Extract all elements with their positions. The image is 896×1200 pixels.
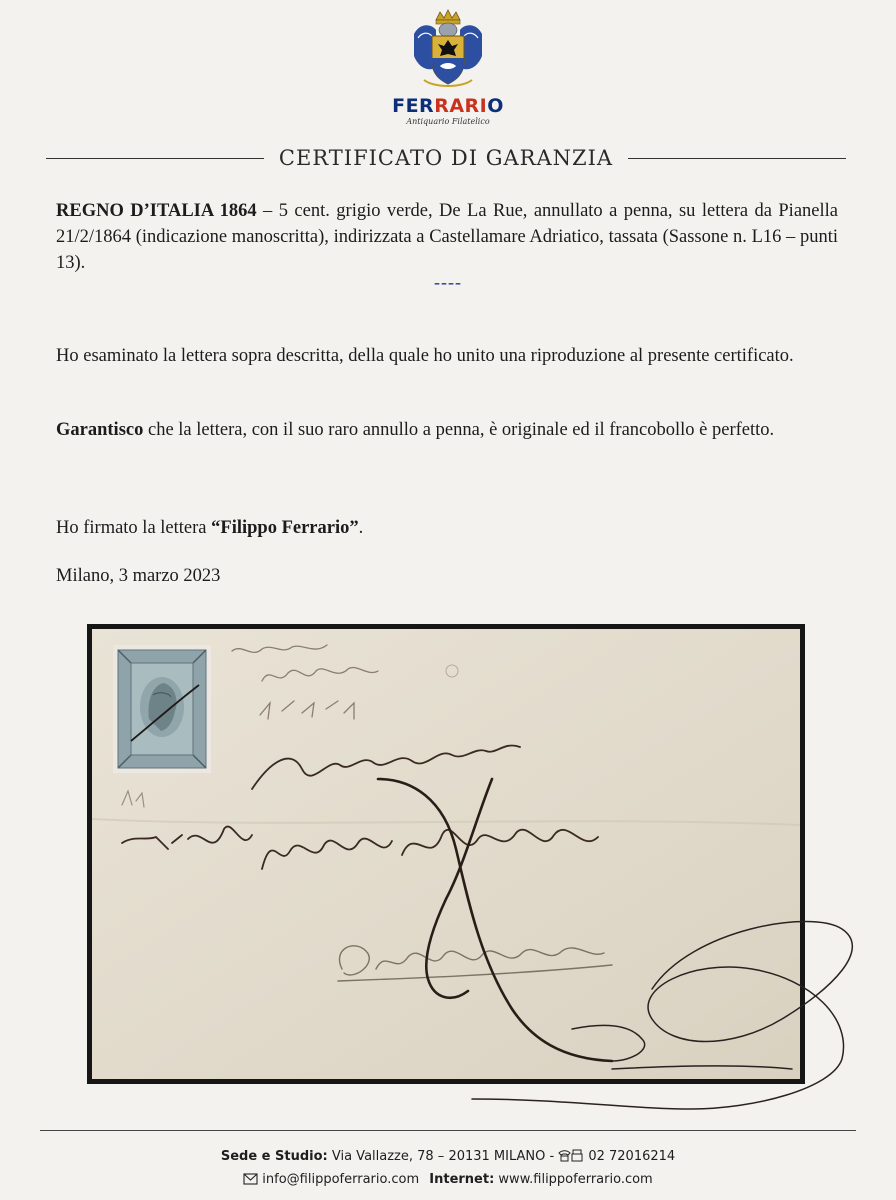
phone-fax-icon — [558, 1149, 584, 1166]
letter-image — [92, 629, 800, 1079]
certificate-title: CERTIFICATO DI GARANZIA — [278, 146, 614, 170]
postage-stamp — [113, 645, 211, 773]
title-rule-left — [46, 158, 264, 159]
certificate-title-row — [46, 143, 846, 173]
coat-of-arms-logo — [406, 8, 490, 94]
letterhead — [0, 8, 896, 127]
brand-name: FERRARIO — [392, 95, 504, 117]
place-and-date: Milano, 3 marzo 2023 — [56, 566, 221, 586]
email-icon — [243, 1173, 258, 1189]
footer-rule — [40, 1130, 856, 1131]
signature-text: Ho firmato la lettera — [56, 518, 212, 538]
title-rule-right — [628, 158, 846, 159]
item-description-text: – 5 cent. grigio verde, De La Rue, annullato a penna, su lettera da Pianella 21/2/1864 (indicazione manoscritta), indirizzata a Castellamare Adriatico, tassata (Sassone n. L16 – punti 13). — [56, 201, 838, 273]
footer-phone: 02 72016214 — [588, 1149, 676, 1164]
letter-photograph — [87, 624, 805, 1084]
item-description-lead: REGNO D’ITALIA 1864 — [56, 201, 257, 221]
examination-paragraph: Ho esaminato la lettera sopra descritta, della quale ho unito una riproduzione al presente certificato. — [56, 346, 794, 366]
signature-paragraph: Ho firmato la lettera “Filippo Ferrario”. — [56, 518, 364, 538]
footer-address: Via Vallazze, 78 – 20131 MILANO - — [327, 1149, 559, 1164]
guarantee-lead: Garantisco — [56, 420, 144, 440]
guarantee-text: che la lettera, con il suo raro annullo a penna, è originale ed il francobollo è perfetto. — [143, 420, 775, 440]
footer-website[interactable]: www.filippoferrario.com — [494, 1172, 653, 1187]
separator-dashes: ---- — [434, 272, 462, 292]
footer-address-line — [0, 1149, 896, 1166]
item-description — [56, 198, 838, 276]
footer-address-label: Sede e Studio: — [220, 1149, 328, 1164]
signer-name: “Filippo Ferrario” — [211, 518, 359, 538]
guarantee-paragraph — [56, 417, 838, 443]
footer-contact-line — [0, 1172, 896, 1189]
brand-tagline: Antiquario Filatelico — [406, 117, 490, 126]
footer-email[interactable]: info@filippoferrario.com — [262, 1172, 420, 1187]
footer-internet-label: Internet: — [429, 1172, 495, 1187]
